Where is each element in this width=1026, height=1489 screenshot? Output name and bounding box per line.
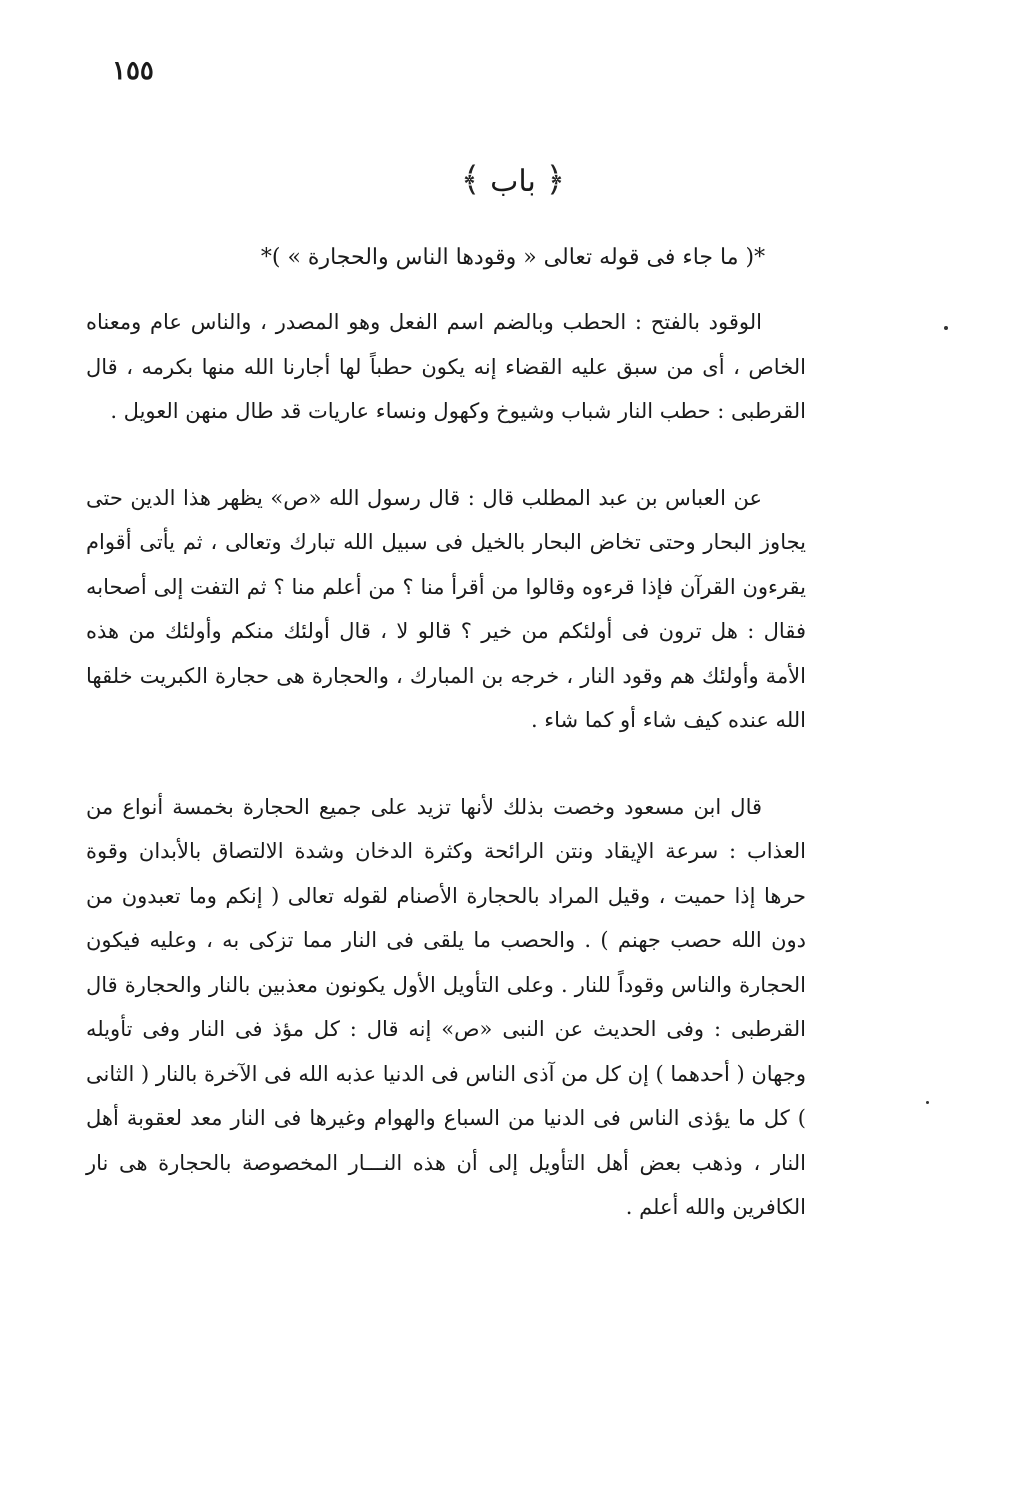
paragraph-commentary: قال ابن مسعود وخصت بذلك لأنها تزيد على جميع الحجارة بخمسة أنواع من العذاب : سرعة الإيقاد ونتن الرائحة وكثرة الدخان وشدة الالتصاق بالأبدان وقوة حرها إذا حميت ، وقيل المراد بالحجارة الأصنام لقوله تعالى ( إنكم وما تعبدون من دون الله حصب جهنم ) . والحصب ما يلقى فى النار مما تزكى به ، وعليه فيكون الحجارة والناس وقوداً للنار . وعلى التأويل الأول يكونون معذبين بالنار والحجارة قال القرطبى : وفى الحديث عن النبى «ص» إنه قال : كل مؤذ فى النار وفى تأويله وجهان ( أحدهما ) إن كل من آذى الناس فى الدنيا عذبه الله فى الآخرة بالنار ( الثانى ) كل ما يؤذى الناس فى الدنيا من السباع والهوام وغيرها فى النار معد لعقوبة أهل النار ، وذهب بعض أهل التأويل إلى أن هذه النـــار المخصوصة بالحجارة هى نار الكافرين والله أعلم . bbox=[86, 794, 806, 1219]
section-title: *( ما جاء فى قوله تعالى « وقودها الناس والحجارة » )* bbox=[260, 245, 766, 270]
ornamental-bracket-close: ﴾ bbox=[460, 160, 481, 200]
paragraph-definition: الوقود بالفتح : الحطب وبالضم اسم الفعل وهو المصدر ، والناس عام ومعناه الخاص ، أى من سبق عليه القضاء إنه يكون حطباً لها أجارنا الله منها بكرمه ، قال القرطبى : حطب النار شباب وشيوخ وكهول ونساء عاريات قد طال منهن العويل . bbox=[86, 310, 806, 423]
ornamental-bracket-open: ﴿ bbox=[545, 160, 566, 200]
margin-speck bbox=[926, 1101, 929, 1104]
paragraph-hadith: عن العباس بن عبد المطلب قال : قال رسول الله «ص» يظهر هذا الدين حتى يجاوز البحار وحتى تخاض البحار بالخيل فى سبيل الله تبارك وتعالى ، ثم يأتى أقوام يقرءون القرآن فإذا قرءوه وقالوا من أقرأ منا ؟ من أعلم منا ؟ ثم التفت إلى أصحابه فقال : هل ترون فى أولئكم من خير ؟ قالو لا ، قال أولئك منكم وأولئك من هذه الأمة وأولئك هم وقود النار ، خرجه بن المبارك ، والحجارة هى حجارة الكبريت خلقها الله عنده كيف شاء أو كما شاء . bbox=[86, 485, 806, 732]
chapter-title: باب bbox=[490, 164, 536, 199]
chapter-heading bbox=[0, 150, 1026, 212]
margin-speck bbox=[944, 326, 948, 330]
body-text bbox=[86, 300, 806, 1272]
page-number: ١٥٥ bbox=[112, 56, 154, 86]
